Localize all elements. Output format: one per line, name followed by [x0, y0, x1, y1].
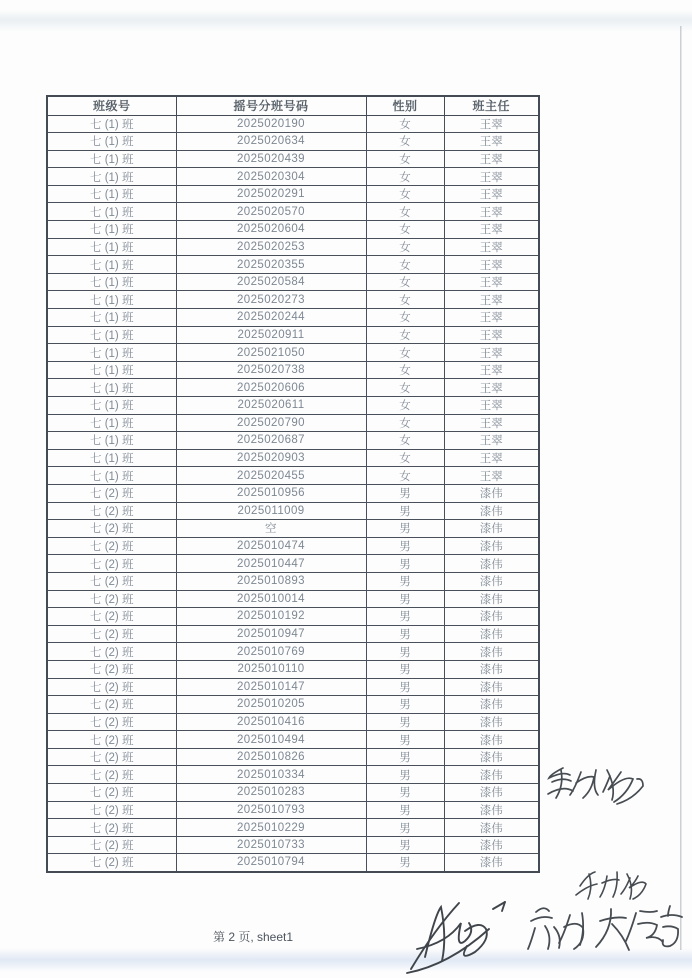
cell-class: 七 (2) 班: [47, 502, 176, 520]
cell-class: 七 (2) 班: [47, 696, 176, 714]
cell-gender: 男: [366, 819, 444, 837]
cell-number: 2025020439: [176, 150, 366, 168]
cell-class: 七 (1) 班: [47, 168, 176, 186]
cell-class: 七 (2) 班: [47, 748, 176, 766]
page-edge-shadow: [680, 26, 682, 950]
cell-number: 2025010826: [176, 748, 366, 766]
cell-teacher: 王翠: [444, 185, 539, 203]
table-row: [47, 432, 539, 450]
cell-teacher: 漆伟: [444, 748, 539, 766]
cell-gender: 女: [366, 432, 444, 450]
cell-teacher: 王翠: [444, 344, 539, 362]
table-row: [47, 748, 539, 766]
cell-class: 七 (2) 班: [47, 484, 176, 502]
cell-number: 2025020273: [176, 291, 366, 309]
cell-gender: 女: [366, 115, 444, 133]
table-row: [47, 115, 539, 133]
cell-class: 七 (2) 班: [47, 836, 176, 854]
cell-class: 七 (2) 班: [47, 784, 176, 802]
cell-number: 2025020606: [176, 379, 366, 397]
cell-number: 空: [176, 520, 366, 538]
table-row: [47, 344, 539, 362]
cell-number: 2025020584: [176, 273, 366, 291]
cell-teacher: 漆伟: [444, 836, 539, 854]
table-row: [47, 502, 539, 520]
cell-gender: 男: [366, 555, 444, 573]
cell-number: 2025020190: [176, 115, 366, 133]
table-row: [47, 731, 539, 749]
cell-number: 2025020911: [176, 326, 366, 344]
signature-bottom-right: [524, 900, 684, 958]
cell-teacher: 漆伟: [444, 643, 539, 661]
cell-teacher: 漆伟: [444, 801, 539, 819]
cell-number: 2025021050: [176, 344, 366, 362]
cell-gender: 男: [366, 625, 444, 643]
table-body: [47, 115, 539, 872]
cell-gender: 女: [366, 379, 444, 397]
table-row: [47, 660, 539, 678]
cell-teacher: 漆伟: [444, 660, 539, 678]
signature-top-right-strokes: [543, 760, 645, 822]
cell-class: 七 (2) 班: [47, 819, 176, 837]
cell-number: 2025020355: [176, 256, 366, 274]
cell-teacher: 漆伟: [444, 555, 539, 573]
cell-teacher: 王翠: [444, 432, 539, 450]
table-row: [47, 361, 539, 379]
table-row: [47, 520, 539, 538]
cell-gender: 女: [366, 397, 444, 415]
table-header-row: [47, 96, 539, 115]
cell-gender: 女: [366, 150, 444, 168]
table-row: [47, 185, 539, 203]
table-row: [47, 801, 539, 819]
cell-gender: 男: [366, 660, 444, 678]
signature-flourish-strokes: [405, 895, 519, 975]
cell-gender: 男: [366, 836, 444, 854]
cell-number: 2025020304: [176, 168, 366, 186]
table-row: [47, 150, 539, 168]
table-row: [47, 168, 539, 186]
cell-gender: 女: [366, 203, 444, 221]
cell-gender: 男: [366, 572, 444, 590]
cell-number: 2025010110: [176, 660, 366, 678]
cell-class: 七 (1) 班: [47, 326, 176, 344]
cell-gender: 女: [366, 273, 444, 291]
table-row: [47, 221, 539, 239]
cell-number: 2025020455: [176, 467, 366, 485]
table-row: [47, 291, 539, 309]
cell-gender: 男: [366, 590, 444, 608]
cell-gender: 男: [366, 643, 444, 661]
cell-number: 2025010733: [176, 836, 366, 854]
cell-teacher: 王翠: [444, 467, 539, 485]
cell-class: 七 (1) 班: [47, 414, 176, 432]
cell-class: 七 (1) 班: [47, 115, 176, 133]
table-row: [47, 133, 539, 151]
cell-class: 七 (1) 班: [47, 185, 176, 203]
table-row: [47, 678, 539, 696]
cell-number: 2025010474: [176, 537, 366, 555]
cell-number: 2025010494: [176, 731, 366, 749]
table-row: [47, 766, 539, 784]
cell-teacher: 漆伟: [444, 819, 539, 837]
table-row: [47, 414, 539, 432]
cell-teacher: 漆伟: [444, 537, 539, 555]
cell-teacher: 王翠: [444, 449, 539, 467]
cell-number: 2025010793: [176, 801, 366, 819]
cell-class: 七 (2) 班: [47, 766, 176, 784]
cell-teacher: 王翠: [444, 361, 539, 379]
cell-class: 七 (1) 班: [47, 238, 176, 256]
cell-class: 七 (1) 班: [47, 449, 176, 467]
cell-teacher: 王翠: [444, 256, 539, 274]
cell-gender: 男: [366, 502, 444, 520]
cell-gender: 男: [366, 678, 444, 696]
table-row: [47, 397, 539, 415]
cell-number: 2025010014: [176, 590, 366, 608]
cell-gender: 女: [366, 238, 444, 256]
cell-class: 七 (1) 班: [47, 309, 176, 327]
cell-gender: 女: [366, 467, 444, 485]
cell-teacher: 王翠: [444, 150, 539, 168]
cell-number: 2025010794: [176, 854, 366, 872]
table-row: [47, 203, 539, 221]
cell-teacher: 王翠: [444, 115, 539, 133]
table-row: [47, 643, 539, 661]
cell-gender: 男: [366, 748, 444, 766]
cell-teacher: 王翠: [444, 309, 539, 327]
cell-number: 2025020738: [176, 361, 366, 379]
cell-class: 七 (1) 班: [47, 256, 176, 274]
cell-gender: 女: [366, 168, 444, 186]
table-row: [47, 713, 539, 731]
cell-gender: 女: [366, 133, 444, 151]
cell-class: 七 (2) 班: [47, 572, 176, 590]
table-row: [47, 836, 539, 854]
cell-teacher: 王翠: [444, 397, 539, 415]
cell-class: 七 (2) 班: [47, 801, 176, 819]
cell-class: 七 (2) 班: [47, 520, 176, 538]
cell-gender: 男: [366, 696, 444, 714]
cell-number: 2025010956: [176, 484, 366, 502]
cell-number: 2025020903: [176, 449, 366, 467]
cell-class: 七 (1) 班: [47, 432, 176, 450]
class-assignment-table: [46, 95, 540, 873]
cell-gender: 女: [366, 291, 444, 309]
cell-teacher: 漆伟: [444, 572, 539, 590]
cell-number: 2025020253: [176, 238, 366, 256]
cell-teacher: 王翠: [444, 238, 539, 256]
table-row: [47, 467, 539, 485]
cell-class: 七 (1) 班: [47, 203, 176, 221]
cell-teacher: 王翠: [444, 221, 539, 239]
cell-class: 七 (1) 班: [47, 344, 176, 362]
cell-teacher: 漆伟: [444, 608, 539, 626]
cell-number: 2025010147: [176, 678, 366, 696]
table-row: [47, 238, 539, 256]
cell-gender: 男: [366, 731, 444, 749]
cell-teacher: 漆伟: [444, 590, 539, 608]
cell-class: 七 (2) 班: [47, 660, 176, 678]
cell-gender: 女: [366, 309, 444, 327]
cell-teacher: 漆伟: [444, 502, 539, 520]
cell-class: 七 (2) 班: [47, 854, 176, 872]
cell-number: 2025020570: [176, 203, 366, 221]
cell-teacher: 漆伟: [444, 696, 539, 714]
table-row: [47, 273, 539, 291]
cell-number: 2025010447: [176, 555, 366, 573]
cell-class: 七 (2) 班: [47, 625, 176, 643]
cell-class: 七 (1) 班: [47, 397, 176, 415]
cell-number: 2025020244: [176, 309, 366, 327]
cell-teacher: 漆伟: [444, 713, 539, 731]
cell-teacher: 王翠: [444, 168, 539, 186]
cell-gender: 女: [366, 344, 444, 362]
cell-teacher: 王翠: [444, 273, 539, 291]
cell-gender: 男: [366, 484, 444, 502]
cell-class: 七 (2) 班: [47, 537, 176, 555]
table-row: [47, 555, 539, 573]
header-class-teacher: 班主任: [444, 96, 539, 115]
cell-gender: 女: [366, 361, 444, 379]
cell-gender: 女: [366, 326, 444, 344]
cell-teacher: 漆伟: [444, 678, 539, 696]
cell-number: 2025010416: [176, 713, 366, 731]
cell-number: 2025020790: [176, 414, 366, 432]
signature-flourish: [405, 895, 519, 975]
table-row: [47, 608, 539, 626]
cell-gender: 男: [366, 766, 444, 784]
cell-number: 2025010229: [176, 819, 366, 837]
cell-teacher: 王翠: [444, 133, 539, 151]
table-row: [47, 625, 539, 643]
table-row: [47, 784, 539, 802]
cell-class: 七 (1) 班: [47, 273, 176, 291]
signature-top-right: [543, 760, 645, 822]
cell-class: 七 (1) 班: [47, 467, 176, 485]
header-class-number: 班级号: [47, 96, 176, 115]
cell-teacher: 王翠: [444, 291, 539, 309]
cell-gender: 男: [366, 784, 444, 802]
cell-number: 2025011009: [176, 502, 366, 520]
signature-bottom-right-strokes: [524, 900, 684, 958]
page-number-label: 第 2 页, sheet1: [213, 930, 294, 944]
cell-number: 2025010947: [176, 625, 366, 643]
signature-mid-right-strokes: [572, 866, 650, 904]
table-row: [47, 379, 539, 397]
cell-gender: 男: [366, 801, 444, 819]
cell-class: 七 (2) 班: [47, 590, 176, 608]
header-gender: 性别: [366, 96, 444, 115]
cell-teacher: 漆伟: [444, 625, 539, 643]
table-row: [47, 537, 539, 555]
cell-teacher: 漆伟: [444, 784, 539, 802]
cell-class: 七 (1) 班: [47, 379, 176, 397]
cell-teacher: 王翠: [444, 414, 539, 432]
cell-teacher: 漆伟: [444, 766, 539, 784]
table-row: [47, 696, 539, 714]
cell-class: 七 (2) 班: [47, 713, 176, 731]
cell-gender: 男: [366, 520, 444, 538]
cell-teacher: 王翠: [444, 379, 539, 397]
cell-teacher: 漆伟: [444, 854, 539, 872]
cell-number: 2025020291: [176, 185, 366, 203]
cell-class: 七 (1) 班: [47, 221, 176, 239]
table-row: [47, 449, 539, 467]
cell-number: 2025010769: [176, 643, 366, 661]
cell-number: 2025020634: [176, 133, 366, 151]
cell-number: 2025020687: [176, 432, 366, 450]
cell-class: 七 (2) 班: [47, 643, 176, 661]
scan-artifact-top-band: [0, 10, 692, 32]
table-row: [47, 590, 539, 608]
cell-class: 七 (2) 班: [47, 731, 176, 749]
cell-gender: 男: [366, 713, 444, 731]
table-row: [47, 484, 539, 502]
cell-teacher: 漆伟: [444, 520, 539, 538]
cell-gender: 男: [366, 608, 444, 626]
signature-mid-right: [572, 866, 650, 904]
cell-teacher: 王翠: [444, 326, 539, 344]
cell-number: 2025010192: [176, 608, 366, 626]
cell-gender: 女: [366, 185, 444, 203]
cell-number: 2025010334: [176, 766, 366, 784]
table-row: [47, 309, 539, 327]
cell-class: 七 (2) 班: [47, 608, 176, 626]
cell-class: 七 (1) 班: [47, 150, 176, 168]
table-header: [47, 96, 539, 115]
cell-gender: 女: [366, 221, 444, 239]
table-row: [47, 819, 539, 837]
cell-class: 七 (1) 班: [47, 133, 176, 151]
cell-number: 2025010893: [176, 572, 366, 590]
cell-number: 2025020604: [176, 221, 366, 239]
cell-class: 七 (1) 班: [47, 291, 176, 309]
table-row: [47, 854, 539, 872]
cell-class: 七 (2) 班: [47, 678, 176, 696]
cell-number: 2025010205: [176, 696, 366, 714]
cell-teacher: 漆伟: [444, 484, 539, 502]
cell-number: 2025010283: [176, 784, 366, 802]
cell-class: 七 (2) 班: [47, 555, 176, 573]
cell-number: 2025020611: [176, 397, 366, 415]
cell-gender: 男: [366, 854, 444, 872]
table-row: [47, 326, 539, 344]
cell-teacher: 漆伟: [444, 731, 539, 749]
cell-class: 七 (1) 班: [47, 361, 176, 379]
cell-gender: 男: [366, 537, 444, 555]
table-row: [47, 572, 539, 590]
cell-gender: 女: [366, 414, 444, 432]
cell-gender: 女: [366, 449, 444, 467]
cell-gender: 女: [366, 256, 444, 274]
cell-teacher: 王翠: [444, 203, 539, 221]
header-lottery-number: 摇号分班号码: [176, 96, 366, 115]
table-row: [47, 256, 539, 274]
